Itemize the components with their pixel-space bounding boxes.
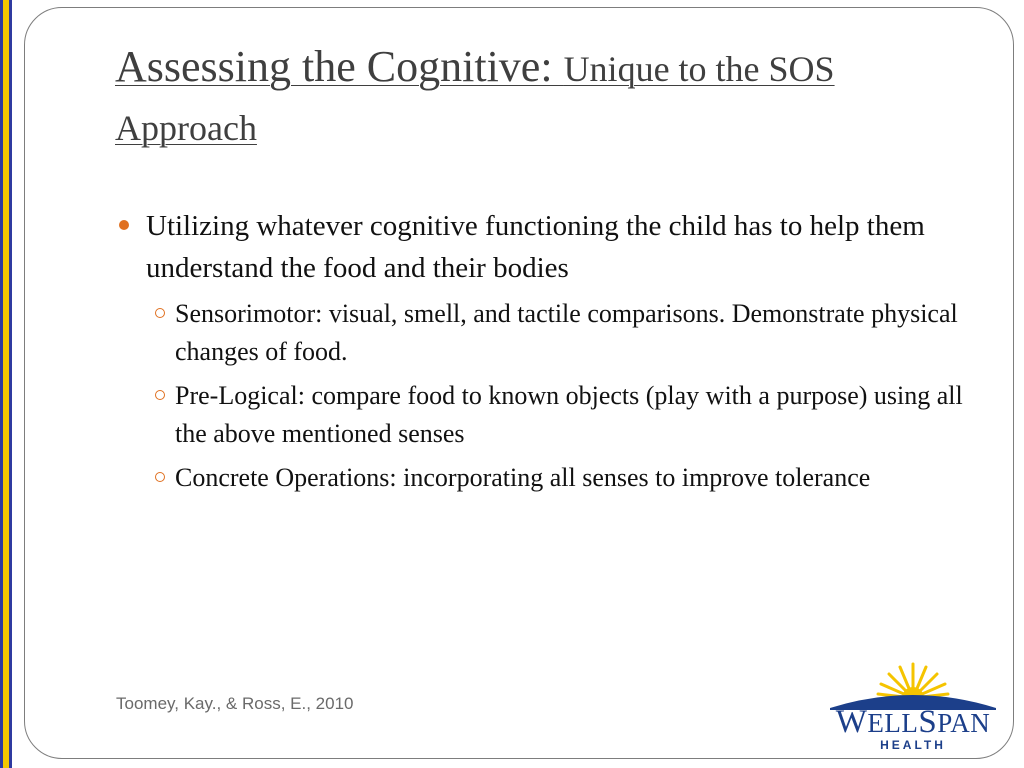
bullet-item bbox=[115, 205, 975, 289]
logo-subtitle: HEALTH bbox=[880, 738, 946, 752]
sub-bullet-circle-icon bbox=[155, 390, 165, 400]
sub-bullet-item bbox=[151, 295, 975, 371]
slide-content bbox=[115, 205, 975, 503]
sub-bullet-item bbox=[151, 459, 975, 497]
logo-wordmark: WELLSPAN bbox=[835, 704, 991, 740]
sub-bullet-circle-icon bbox=[155, 308, 165, 318]
sunrise-icon bbox=[828, 660, 998, 710]
slide-title-main: Assessing the Cognitive: bbox=[115, 42, 564, 91]
sub-bullet-text: Pre-Logical: compare food to known objects (play with a purpose) using all the above mentioned senses bbox=[175, 381, 963, 448]
sub-bullet-item bbox=[151, 377, 975, 453]
slide-title bbox=[115, 38, 955, 158]
citation-text: Toomey, Kay., & Ross, E., 2010 bbox=[116, 694, 354, 713]
slide-title-sub: Unique to the SOS Approach bbox=[115, 49, 835, 148]
sub-bullet-text: Concrete Operations: incorporating all senses to improve tolerance bbox=[175, 463, 871, 492]
bullet-dot-icon bbox=[119, 220, 129, 230]
bullet-text: Utilizing whatever cognitive functioning the child has to help them understand the food and their bodies bbox=[146, 210, 925, 284]
sub-bullet-circle-icon bbox=[155, 472, 165, 482]
sub-bullet-text: Sensorimotor: visual, smell, and tactile comparisons. Demonstrate physical changes of food. bbox=[175, 299, 958, 366]
left-accent-stripe-blue-inner bbox=[9, 0, 12, 768]
wellspan-logo bbox=[828, 660, 998, 756]
